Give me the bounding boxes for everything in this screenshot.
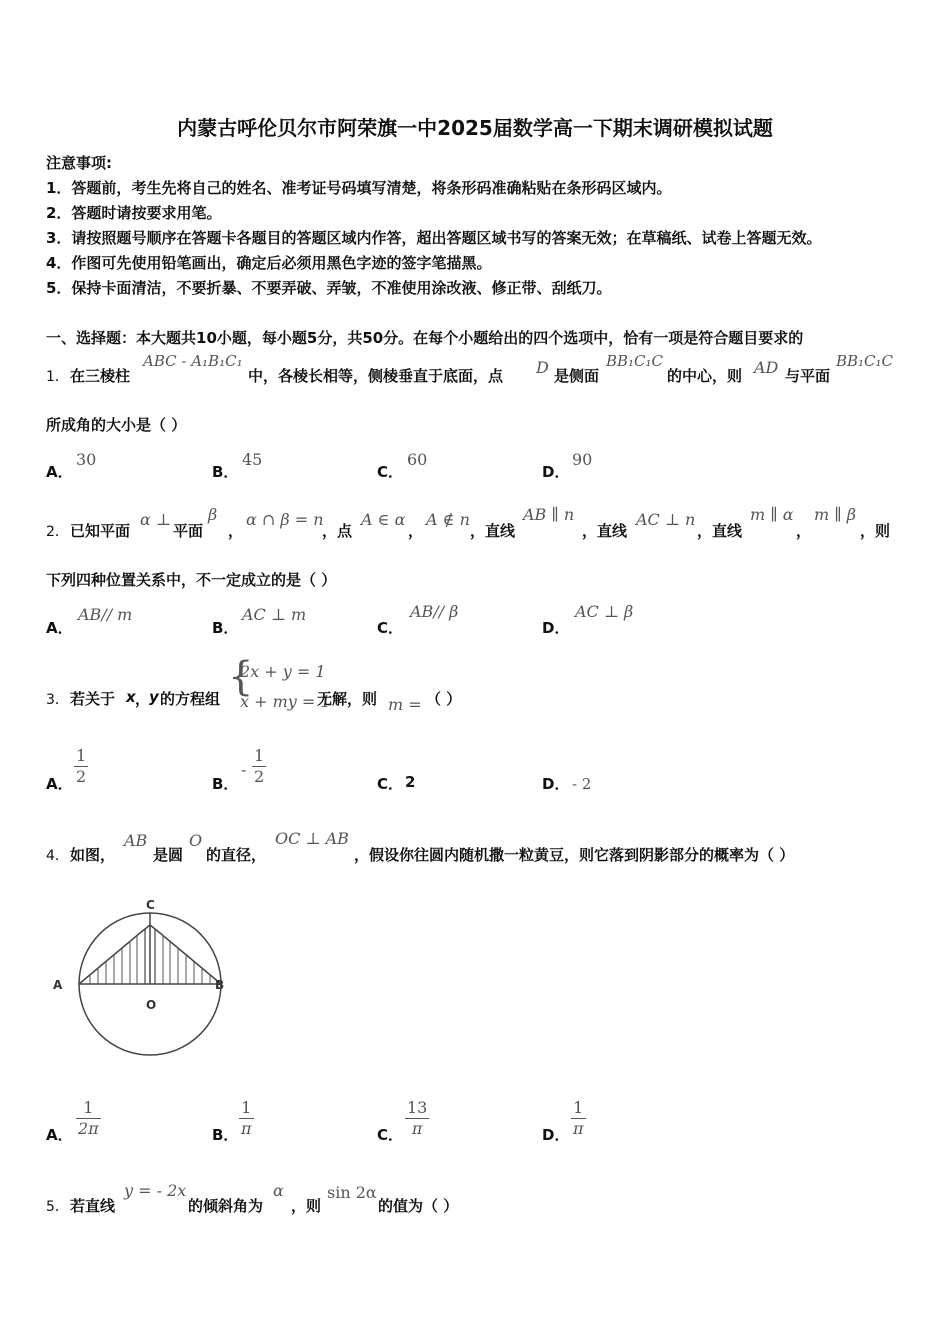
option-label: A．	[46, 619, 73, 637]
brace: {	[228, 654, 254, 700]
option-label: D．	[542, 775, 570, 793]
question-number: 4．	[46, 848, 69, 864]
fraction	[239, 1098, 254, 1139]
question-text: ，则	[860, 522, 891, 540]
math-expression: m ∥ β	[814, 505, 856, 524]
fraction	[74, 746, 88, 787]
label-a: A	[53, 978, 63, 992]
fraction-denominator: 2π	[78, 1119, 99, 1138]
question-text: ，	[408, 522, 424, 540]
math-expression: BB₁C₁C	[606, 352, 664, 370]
math-expression: A ∈ α	[361, 510, 406, 529]
question-text: 中，各棱长相等，侧棱垂直于底面，点	[248, 367, 504, 385]
fraction-denominator: π	[241, 1119, 252, 1138]
math-expression: OC ⊥ AB	[275, 829, 349, 848]
option-label: D．	[542, 1126, 570, 1144]
question-text: 的直径，	[206, 846, 267, 864]
question-number: 5．	[46, 1199, 69, 1215]
fraction	[76, 1098, 101, 1139]
option-value: AB// β	[410, 602, 459, 621]
option-label: C．	[377, 775, 404, 793]
question-text: ，假设你往圆内随机撒一粒黄豆，则它落到阴影部分的概率为（ ）	[354, 846, 795, 864]
question-number: 1．	[46, 369, 69, 385]
math-expression: D	[536, 358, 549, 377]
option-value: AC ⊥ β	[575, 602, 634, 621]
option-value: 45	[242, 450, 263, 469]
question-number: 3．	[46, 692, 69, 708]
question-text: 若直线	[70, 1197, 116, 1215]
fraction	[252, 746, 266, 787]
fraction-numerator: 1	[254, 746, 265, 765]
fraction	[405, 1098, 429, 1139]
question-text: 在三棱柱	[70, 367, 131, 385]
math-expression: y = - 2x	[124, 1181, 187, 1200]
label-b: B	[215, 978, 225, 992]
notice-heading: 注意事项:	[46, 154, 112, 172]
minus-sign: -	[241, 760, 247, 779]
math-expression: O	[189, 831, 203, 850]
equation-1: 2x + y = 1	[240, 662, 326, 681]
fraction-numerator: 1	[571, 1098, 586, 1119]
fraction-denominator: π	[411, 1119, 423, 1138]
question-text: ，	[135, 690, 151, 708]
question-text: 与平面	[785, 367, 831, 385]
option-label: C．	[377, 1126, 404, 1144]
question-number: 2．	[46, 524, 69, 540]
option-label: A．	[46, 1126, 73, 1144]
math-expression: α ∩ β = n	[246, 510, 324, 529]
option-value: 2	[405, 773, 416, 791]
question-text: ，则	[291, 1197, 322, 1215]
question-text: 的方程组	[160, 690, 221, 708]
math-expression: sin 2α	[327, 1183, 377, 1202]
math-expression: AC ⊥ n	[636, 510, 696, 529]
section-heading: 一、选择题：本大题共10小题，每小题5分，共50分。在每个小题给出的四个选项中，恰有一项是符合题目要求的	[46, 329, 804, 347]
notice-item: 4．作图可先使用铅笔画出，确定后必须用黑色字迹的签字笔描黑。	[46, 254, 492, 272]
option-value: 60	[407, 450, 428, 469]
fraction-denominator: 2	[254, 767, 265, 786]
math-expression: AB ∥ n	[523, 505, 575, 524]
math-expression: α ⊥	[140, 510, 171, 529]
option-value: 30	[76, 450, 97, 469]
notice-item: 2．答题时请按要求用笔。	[46, 204, 222, 222]
option-label: B．	[212, 1126, 239, 1144]
math-expression: A ∉ n	[426, 510, 470, 529]
circle-figure	[44, 892, 244, 1072]
fraction-denominator: 2	[76, 767, 87, 786]
fraction-numerator: 1	[76, 1098, 101, 1119]
option-label: B．	[212, 619, 239, 637]
question-text: 无解，则	[317, 690, 378, 708]
variable-y: y	[149, 688, 159, 706]
notice-item: 1．答题前，考生先将自己的姓名、准考证号码填写清楚，将条形码准确粘贴在条形码区域内。	[46, 179, 672, 197]
label-o: O	[146, 998, 157, 1012]
option-label: A．	[46, 775, 73, 793]
math-expression: m ∥ α	[750, 505, 794, 524]
question-text: ，点	[322, 522, 353, 540]
option-label: D．	[542, 619, 570, 637]
question-text: ，直线	[697, 522, 743, 540]
question-text: 平面	[173, 522, 204, 540]
question-text: 是圆	[153, 846, 184, 864]
fraction-numerator: 1	[239, 1098, 254, 1119]
option-value: AB// m	[78, 605, 133, 624]
page-title: 内蒙古呼伦贝尔市阿荣旗一中2025届数学高一下期末调研模拟试题	[177, 116, 773, 140]
question-text: ，直线	[470, 522, 516, 540]
math-expression: ABC - A₁B₁C₁	[143, 352, 243, 370]
fraction-numerator: 13	[407, 1098, 428, 1117]
question-text: （ ）	[426, 690, 462, 708]
option-label: C．	[377, 463, 404, 481]
option-label: C．	[377, 619, 404, 637]
math-expression: α	[273, 1181, 284, 1200]
label-c: C	[146, 898, 155, 912]
question-text: 的中心，则	[667, 367, 743, 385]
fraction-denominator: π	[573, 1119, 584, 1138]
option-label: A．	[46, 463, 73, 481]
notice-item: 5．保持卡面清洁，不要折暴、不要弄破、弄皱，不准使用涂改液、修正带、刮纸刀。	[46, 279, 612, 297]
question-text: 如图，	[70, 846, 116, 864]
option-value: AC ⊥ m	[242, 605, 307, 624]
option-label: B．	[212, 463, 239, 481]
question-text: 所成角的大小是（ ）	[46, 416, 187, 434]
fraction-numerator: 1	[76, 746, 87, 765]
math-expression: AD	[754, 358, 779, 377]
math-expression: AB	[124, 831, 148, 850]
question-text: 下列四种位置关系中，不一定成立的是（ ）	[46, 571, 337, 589]
option-label: B．	[212, 775, 239, 793]
question-text: ，	[796, 522, 812, 540]
math-expression: β	[208, 505, 218, 524]
question-text: ，直线	[582, 522, 628, 540]
option-value: - 2	[572, 775, 592, 793]
question-text: 的值为（ ）	[378, 1197, 459, 1215]
equation-2: x + my = 1	[240, 692, 331, 711]
notice-item: 3．请按照题号顺序在答题卡各题目的答题区域内作答，超出答题区域书写的答案无效；在草稿纸、试卷上答题无效。	[46, 229, 822, 247]
question-text: 是侧面	[554, 367, 600, 385]
question-text: ，	[228, 522, 244, 540]
question-text: 的倾斜角为	[188, 1197, 264, 1215]
option-value: 90	[572, 450, 593, 469]
question-text: 已知平面	[70, 522, 131, 540]
variable-x: x	[126, 688, 136, 706]
option-label: D．	[542, 463, 570, 481]
fraction	[571, 1098, 586, 1139]
math-expression: m =	[388, 695, 422, 714]
question-text: 若关于	[70, 690, 116, 708]
math-expression: BB₁C₁C	[836, 352, 894, 370]
